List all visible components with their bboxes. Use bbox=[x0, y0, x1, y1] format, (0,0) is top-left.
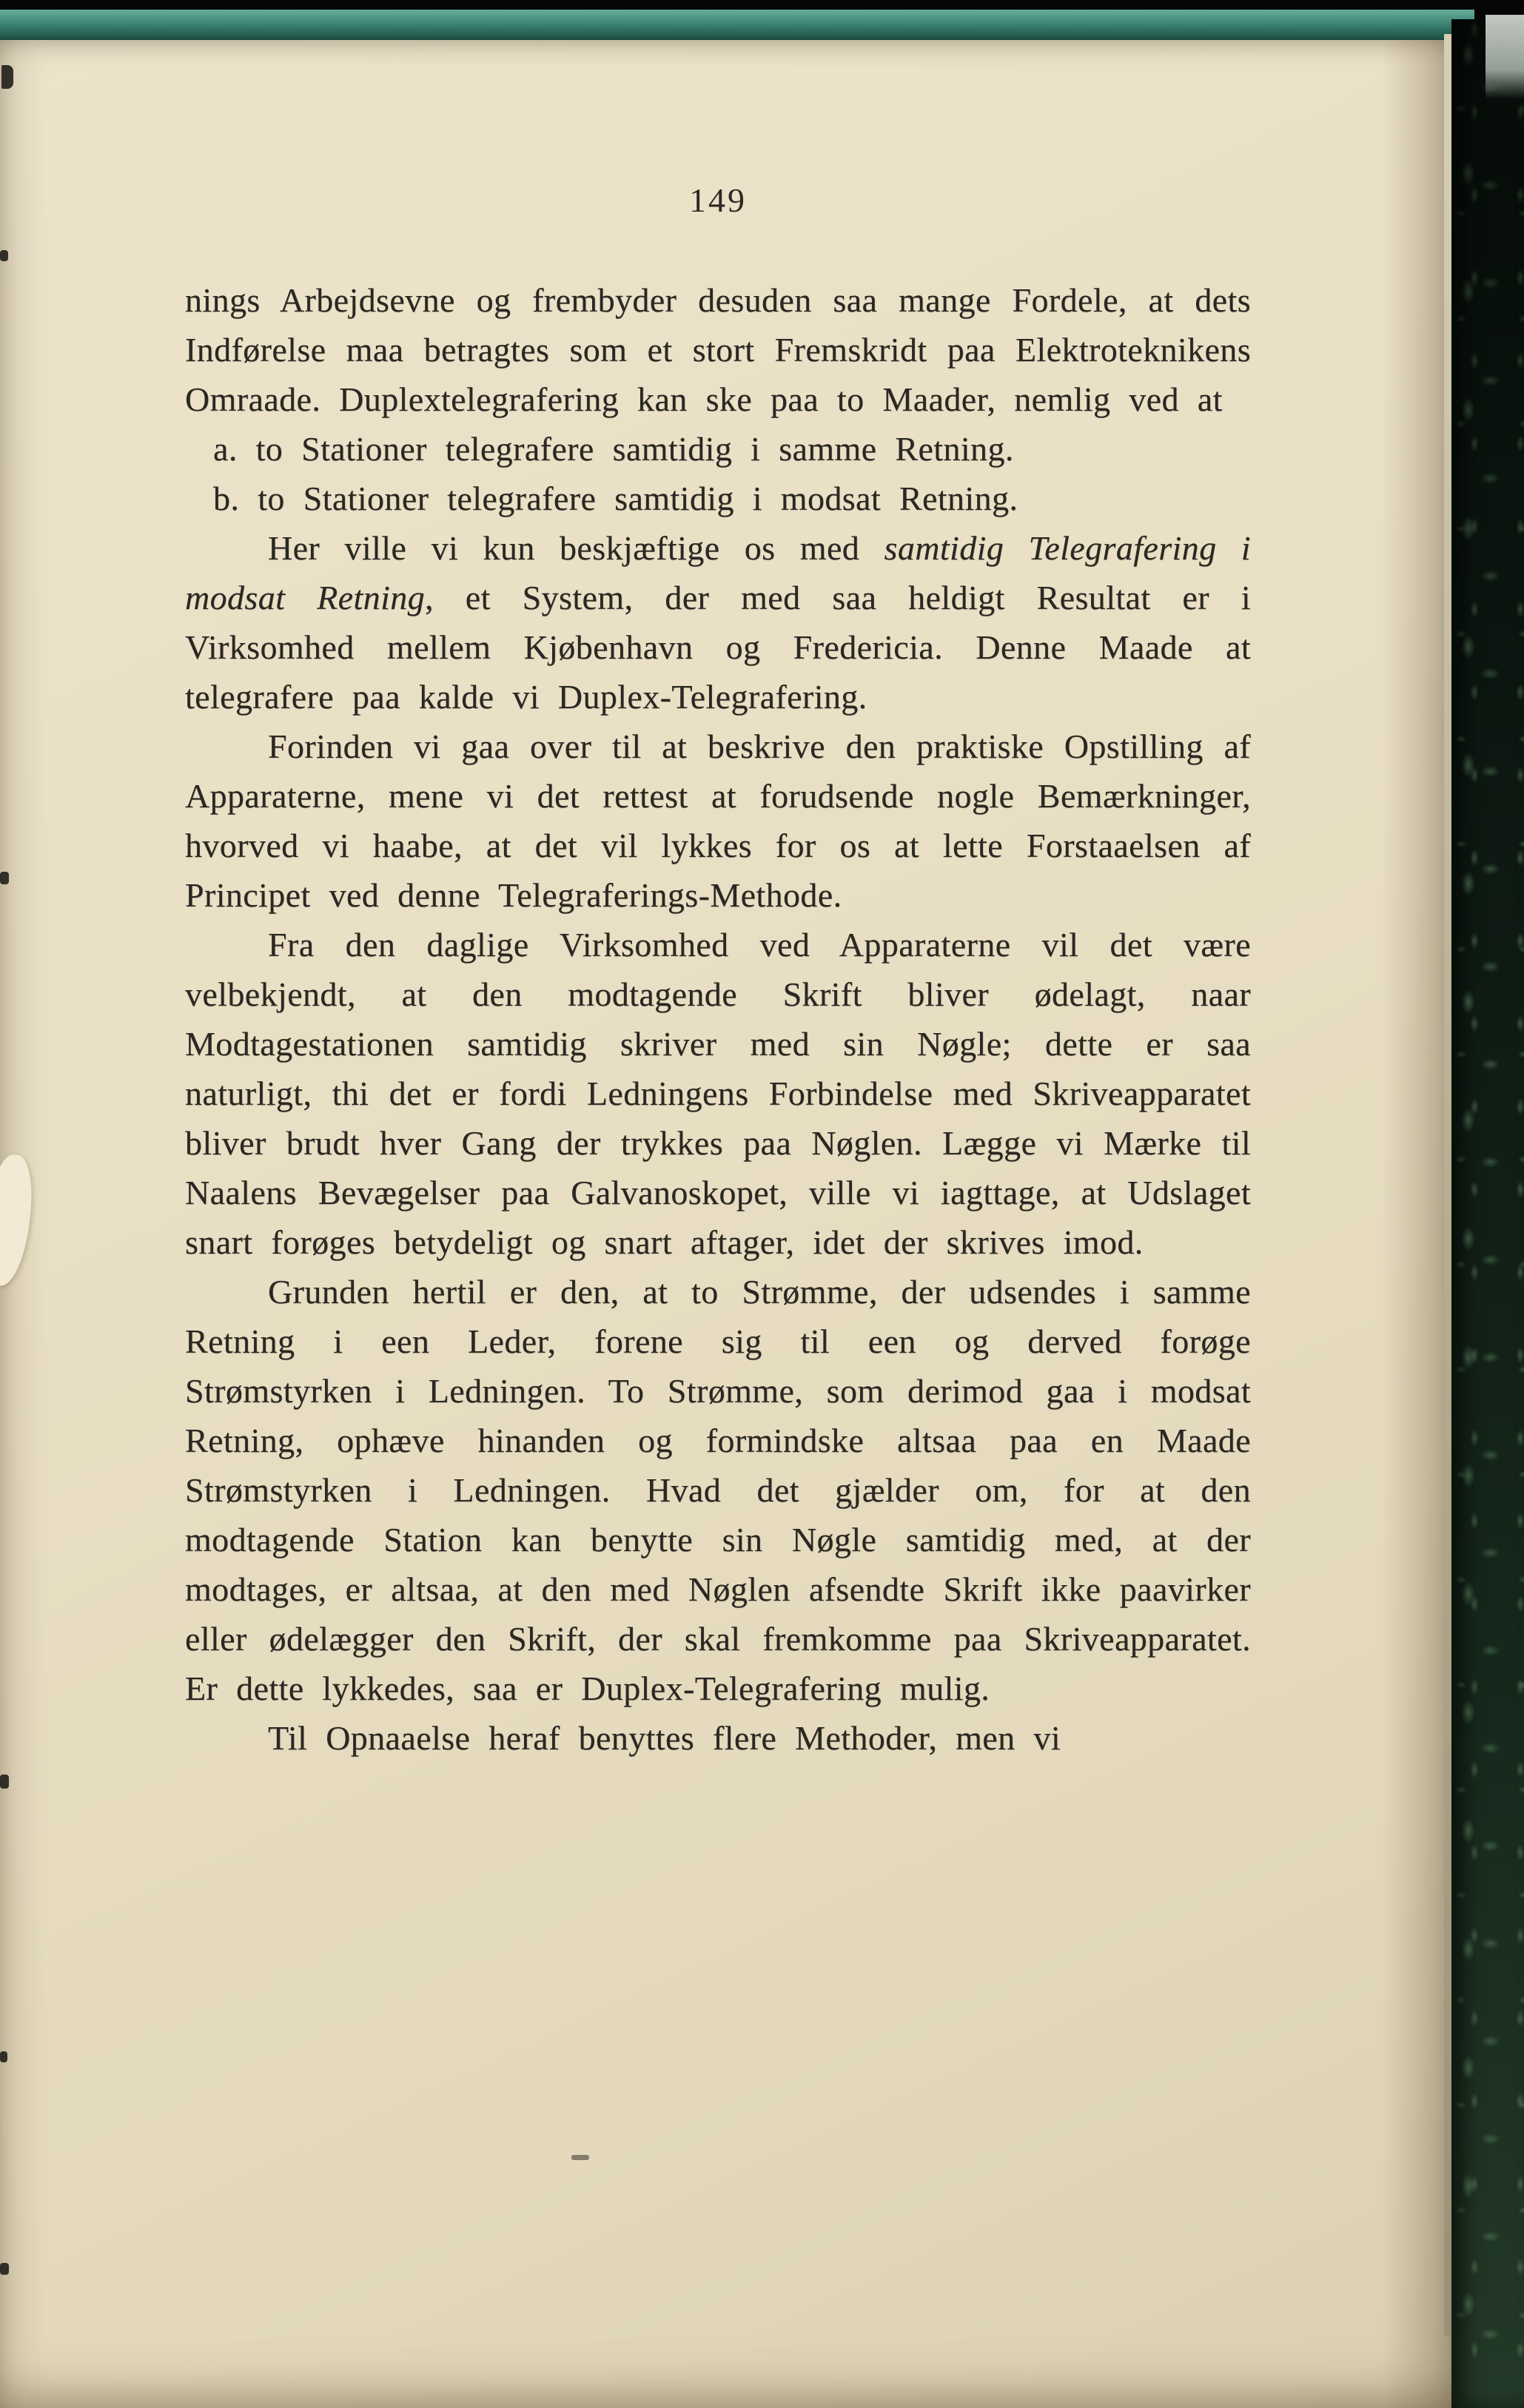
page-edge-mark bbox=[0, 1775, 9, 1789]
page-edge-mark bbox=[0, 2263, 9, 2275]
paragraph-fra: Fra den daglige Virksomhed ved Apparaterne vil det være velbekjendt, at den modtagende Skrift bliver ødelagt, naar Modtagestationen samtidig skriver med sin Nøgle; dette er saa naturligt, thi det er fordi Ledningens Forbindelse med Skriveapparatet bliver brudt hver Gang der trykkes paa Nøglen. Lægge vi Mærke til Naalens Bevægelser paa Galvanoskopet, ville vi iagttage, at Udslaget snart forøges betydeligt og snart aftager, idet der skrives imod. bbox=[185, 926, 1251, 1261]
page-edge-mark bbox=[0, 2051, 7, 2062]
page-edge-mark bbox=[0, 872, 9, 884]
text-segment: , et System, der med saa heldigt Resultat er i Virksomhed mellem Kjøbenhavn og Fredericia. Denne Maade at telegrafere paa kalde vi Duplex-Telegrafering. bbox=[185, 579, 1251, 716]
text-segment: Her ville vi kun beskjæftige os med bbox=[268, 529, 884, 567]
page-edge-mark bbox=[1, 65, 13, 89]
book-page bbox=[0, 40, 1451, 2408]
page-stack-edge bbox=[1444, 34, 1451, 2335]
list-item-b: b. to Stationer telegrafere samtidig i modsat Retning. bbox=[213, 480, 1018, 517]
ink-smudge bbox=[571, 2155, 589, 2160]
paragraph-til: Til Opnaaelse heraf benyttes flere Methoder, men vi bbox=[268, 1719, 1061, 1757]
italic-text-segment: samtidig Telegrafering i modsat Retning bbox=[185, 529, 1251, 616]
page-edge-mark bbox=[0, 250, 8, 261]
book-cover-top-edge bbox=[0, 10, 1474, 44]
paragraph-her-ville bbox=[185, 523, 1251, 722]
paragraph-continuation: nings Arbejdsevne og frembyder desuden saa mange Fordele, at dets Indførelse maa betragtes som et stort Fremskridt paa Elektroteknikens Omraade. Duplextelegrafering kan ske paa to Maader, nemlig ved at bbox=[185, 281, 1251, 418]
list-item-a: a. to Stationer telegrafere samtidig i samme Retning. bbox=[213, 430, 1014, 468]
background-corner bbox=[1486, 15, 1524, 99]
paragraph-forinden: Forinden vi gaa over til at beskrive den praktiske Opstilling af Apparaterne, mene vi det rettest at forudsende nogle Bemærkninger, hvorved vi haabe, at det vil lykkes for os at lette Forstaaelsen af Principet ved denne Telegraferings-Methode. bbox=[185, 727, 1251, 914]
book-cover-marbled-edge bbox=[1451, 19, 1524, 2408]
page-text-block bbox=[185, 275, 1251, 1763]
page-number: 149 bbox=[689, 181, 747, 219]
paragraph-grunden: Grunden hertil er den, at to Strømme, der udsendes i samme Retning i een Leder, forene sig til een og derved forøge Strømstyrken i Ledningen. To Strømme, som derimod gaa i modsat Retning, ophæve hinanden og formindske altsaa paa en Maade Strømstyrken i Ledningen. Hvad det gjælder om, for at den modtagende Station kan benytte sin Nøgle samtidig med, at der modtages, er altsaa, at den med Nøglen afsendte Skrift ikke paavirker eller ødelægger den Skrift, der skal fremkomme paa Skriveapparatet. Er dette lykkedes, saa er Duplex-Telegrafering mulig. bbox=[185, 1273, 1251, 1707]
